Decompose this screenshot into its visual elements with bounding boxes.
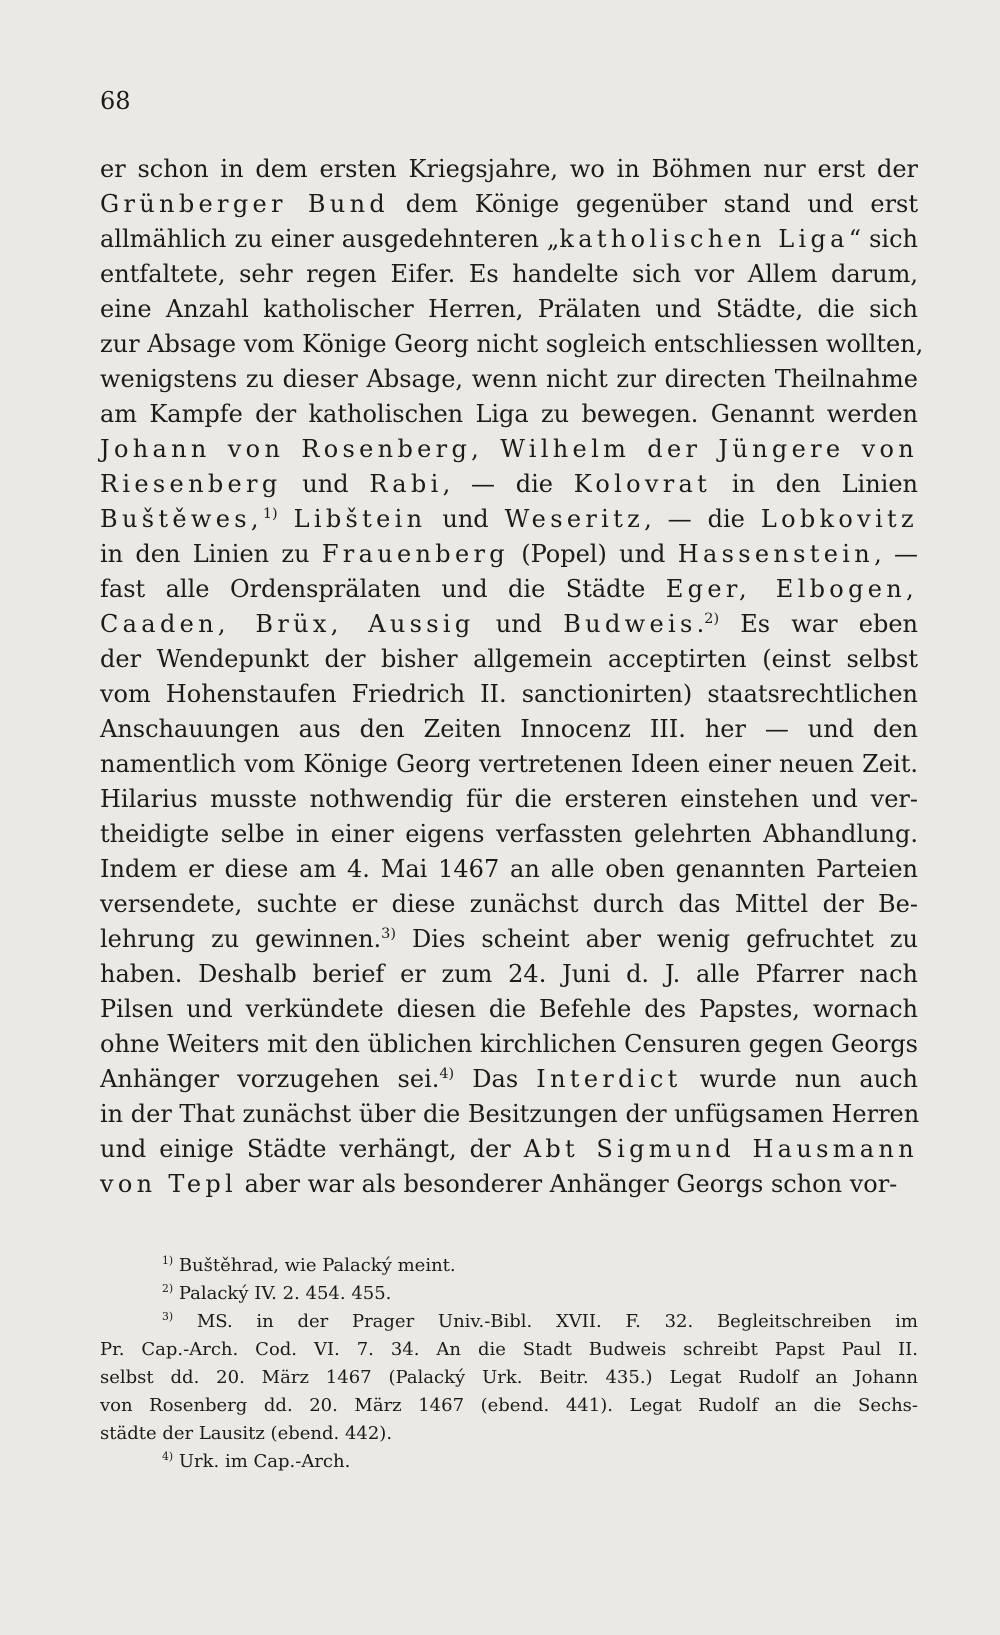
- text-run: MS. in der Prager Univ.-Bibl. XVII. F. 32. Begleitschreiben im: [173, 1311, 918, 1332]
- spaced-name: Riesenberg: [100, 470, 282, 498]
- spaced-name: Eger, Elbogen,: [665, 575, 918, 603]
- text-line: [100, 1167, 918, 1202]
- text-run: ohne Weiters mit den üblichen kirchlichen Censuren gegen Georgs: [100, 1030, 918, 1058]
- text-line: [100, 992, 918, 1027]
- page-number: 68: [100, 87, 131, 115]
- text-run: in der That zunächst über die Besitzungen der unfügsamen Herren: [100, 1100, 920, 1128]
- text-run: Hilarius musste nothwendig für die ersteren einstehen und ver-: [100, 785, 918, 813]
- text-line: [100, 362, 918, 397]
- text-run: vom Hohenstaufen Friedrich II. sanctionirten) staatsrechtlichen: [100, 680, 918, 708]
- footnote-line: [100, 1336, 918, 1364]
- text-line: [100, 502, 918, 537]
- spaced-name: katholischen Liga: [559, 225, 849, 253]
- text-run: und einige Städte verhängt, der: [100, 1135, 524, 1163]
- text-line: [100, 467, 918, 502]
- text-run: [278, 505, 294, 533]
- footnote-ref: 4): [439, 1066, 455, 1082]
- footnote-ref: 3): [381, 926, 396, 942]
- text-run: entfaltete, sehr regen Eifer. Es handelte sich vor Allem darum,: [100, 260, 918, 288]
- text-run: am Kampfe der katholischen Liga zu bewegen. Genannt werden: [100, 400, 918, 428]
- text-line: [100, 257, 918, 292]
- text-run: , —: [874, 540, 918, 568]
- spaced-name: Budweis: [563, 610, 697, 638]
- spaced-name: Libštein: [293, 505, 427, 533]
- text-line: [100, 152, 918, 187]
- footnote-line: [100, 1392, 918, 1420]
- text-line: [100, 432, 918, 467]
- text-run: Dies scheint aber wenig gefruchtet zu: [395, 925, 918, 953]
- text-run: “ sich: [848, 225, 919, 253]
- text-run: aber war als besonderer Anhänger Georgs schon vor-: [237, 1170, 898, 1198]
- text-line: [100, 1027, 918, 1062]
- body-text: [100, 152, 924, 1202]
- text-run: theidigte selbe in einer eigens verfassten gelehrten Abhandlung.: [100, 820, 918, 848]
- text-run: Palacký IV. 2. 454. 455.: [173, 1283, 392, 1304]
- spaced-name: Weseritz: [504, 505, 645, 533]
- text-run: Pr. Cap.-Arch. Cod. VI. 7. 34. An die Stadt Budweis schreibt Papst Paul II.: [100, 1339, 918, 1360]
- footnote-ref: 4): [162, 1450, 174, 1463]
- footnote-line: [100, 1420, 918, 1448]
- text-run: Anschauungen aus den Zeiten Innocenz III. her — und den: [100, 715, 918, 743]
- text-run: zur Absage vom Könige Georg nicht sogleich entschliessen wollten,: [100, 330, 924, 358]
- text-run: Anhänger vorzugehen sei.: [100, 1065, 440, 1093]
- text-line: [100, 292, 918, 327]
- text-line: [100, 852, 918, 887]
- spaced-name: Caaden, Brüx, Aussig: [100, 610, 475, 638]
- text-run: (Popel) und: [508, 540, 678, 568]
- footnote-line: [100, 1252, 918, 1280]
- spaced-name: von Tepl: [100, 1170, 238, 1198]
- text-line: [100, 957, 918, 992]
- text-run: Pilsen und verkündete diesen die Befehle des Papstes, wornach: [100, 995, 918, 1023]
- spaced-name: Frauenberg: [321, 540, 509, 568]
- spaced-name: Abt Sigmund Hausmann: [523, 1135, 918, 1163]
- text-line: [100, 397, 918, 432]
- text-run: städte der Lausitz (ebend. 442).: [100, 1423, 393, 1444]
- text-run: von Rosenberg dd. 20. März 1467 (ebend. 441). Legat Rudolf an die Sechs-: [100, 1395, 918, 1416]
- text-run: Urk. im Cap.-Arch.: [173, 1451, 351, 1472]
- text-run: wurde nun auch: [681, 1065, 919, 1093]
- footnote-ref: 1): [262, 506, 278, 522]
- footnote-ref: 3): [162, 1310, 174, 1323]
- spaced-name: Kolovrat: [573, 470, 712, 498]
- text-run: der Wendepunkt der bisher allgemein acceptirten (einst selbst: [100, 645, 918, 673]
- text-line: [100, 222, 918, 257]
- text-run: und: [281, 470, 370, 498]
- text-line: [100, 922, 918, 957]
- spaced-name: Buštěwes,: [100, 505, 263, 533]
- text-run: .: [696, 610, 705, 638]
- footnote-ref: 1): [162, 1254, 174, 1267]
- text-run: lehrung zu gewinnen.: [100, 925, 382, 953]
- text-run: , — die: [644, 505, 761, 533]
- text-line: [100, 782, 918, 817]
- text-line: [100, 712, 918, 747]
- text-line: [100, 572, 918, 607]
- text-line: [100, 537, 918, 572]
- text-run: wenigstens zu dieser Absage, wenn nicht zur directen Theilnahme: [100, 365, 918, 393]
- spaced-name: Rabi: [369, 470, 443, 498]
- text-run: er schon in dem ersten Kriegsjahre, wo in Böhmen nur erst der: [100, 155, 918, 183]
- text-line: [100, 1062, 918, 1097]
- text-run: und: [426, 505, 505, 533]
- text-line: [100, 642, 918, 677]
- text-run: eine Anzahl katholischer Herren, Prälaten und Städte, die sich: [100, 295, 918, 323]
- footnote-ref: 2): [162, 1282, 174, 1295]
- footnote-line: [100, 1364, 918, 1392]
- spaced-name: Lobkovitz: [760, 505, 918, 533]
- text-line: [100, 887, 918, 922]
- spaced-name: Johann von Rosenberg, Wilhelm der Jüngere von: [100, 435, 918, 463]
- text-line: [100, 817, 918, 852]
- text-run: allmählich zu einer ausgedehnteren „: [100, 225, 560, 253]
- text-run: Es war eben: [719, 610, 918, 638]
- text-run: namentlich vom Könige Georg vertretenen Ideen einer neuen Zeit.: [100, 750, 918, 778]
- text-run: fast alle Ordensprälaten und die Städte: [100, 575, 666, 603]
- text-line: [100, 1132, 918, 1167]
- text-run: dem Könige gegenüber stand und erst: [389, 190, 919, 218]
- text-run: Indem er diese am 4. Mai 1467 an alle oben genannten Parteien: [100, 855, 918, 883]
- footnote-ref: 2): [704, 611, 720, 627]
- text-run: in den Linien zu: [100, 540, 322, 568]
- text-run: , — die: [442, 470, 574, 498]
- text-run: haben. Deshalb berief er zum 24. Juni d. J. alle Pfarrer nach: [100, 960, 918, 988]
- footnotes: [100, 1252, 918, 1476]
- text-line: [100, 677, 918, 712]
- text-line: [100, 1097, 918, 1132]
- text-run: versendete, suchte er diese zunächst durch das Mittel der Be-: [100, 890, 918, 918]
- text-run: Das: [454, 1065, 537, 1093]
- footnote-line: [100, 1280, 918, 1308]
- text-line: [100, 747, 918, 782]
- text-run: selbst dd. 20. März 1467 (Palacký Urk. Beitr. 435.) Legat Rudolf an Johann: [100, 1367, 918, 1388]
- text-line: [100, 607, 918, 642]
- footnote-line: [100, 1308, 918, 1336]
- text-run: und: [474, 610, 564, 638]
- footnote-line: [100, 1448, 918, 1476]
- spaced-name: Hassenstein: [677, 540, 875, 568]
- text-run: Buštěhrad, wie Palacký meint.: [173, 1255, 456, 1276]
- text-line: [100, 327, 924, 362]
- text-line: [100, 187, 918, 222]
- spaced-name: Interdict: [536, 1065, 682, 1093]
- text-run: in den Linien: [711, 470, 918, 498]
- spaced-name: Grünberger Bund: [100, 190, 390, 218]
